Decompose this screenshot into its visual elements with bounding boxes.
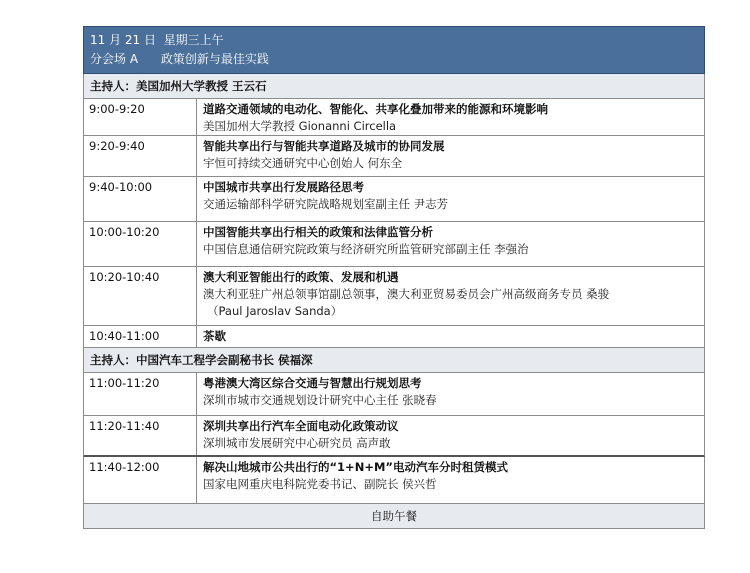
agenda-row [83,373,705,416]
speaker: 深圳城市发展研究中心研究员 高声敢 [203,436,391,450]
agenda-row [83,99,705,136]
talk-title: 解决山地城市公共出行的“1+N+M”电动汽车分时租赁模式 [203,460,508,474]
time-slot: 9:00-9:20 [84,99,197,135]
schedule-table [83,26,705,529]
speaker: 国家电网重庆电科院党委书记、副院长 侯兴哲 [203,477,437,491]
time-slot: 10:00-10:20 [84,222,197,266]
agenda-row [83,267,705,326]
speaker: 深圳市城市交通规划设计研究中心主任 张晓春 [203,393,437,407]
speaker: 澳大利亚驻广州总领事馆副总领事，澳大利亚贸易委员会广州高级商务专员 桑骏 [203,287,610,301]
time-slot: 10:20-10:40 [84,267,197,325]
time-slot: 9:20-9:40 [84,136,197,176]
agenda-row [83,457,705,504]
speaker: 宇恒可持续交通研究中心创始人 何东全 [203,156,403,170]
time-slot: 11:40-12:00 [84,457,197,503]
talk-title: 粤港澳大湾区综合交通与智慧出行规划思考 [203,376,422,390]
agenda-row-break [83,326,705,348]
speaker: 中国信息通信研究院政策与经济研究所监管研究部副主任 李强治 [203,242,529,256]
session-header [83,26,705,74]
time-slot: 10:40-11:00 [84,326,197,347]
speaker: 美国加州大学教授 Gionanni Circella [203,119,397,133]
talk-title: 中国智能共享出行相关的政策和法律监管分析 [203,225,433,239]
talk-title: 深圳共享出行汽车全面电动化政策动议 [203,419,399,433]
time-slot: 11:20-11:40 [84,416,197,455]
talk-title: 中国城市共享出行发展路径思考 [203,180,364,194]
break-label: 茶歇 [203,329,226,343]
talk-title: 智能共享出行与智能共享道路及城市的协同发展 [203,139,445,153]
agenda-row [83,416,705,457]
session-venue-topic: 分会场 A 政策创新与最佳实践 [90,52,269,66]
time-slot: 9:40-10:00 [84,177,197,221]
session-date: 11 月 21 日 星期三上午 [90,33,224,47]
lunch-footer: 自助午餐 [83,504,705,529]
host-row: 主持人：美国加州大学教授 王云石 [83,74,705,99]
speaker-name-line2: （Paul Jaroslav Sanda） [207,304,343,318]
host-row: 主持人：中国汽车工程学会副秘书长 侯福深 [83,348,705,373]
agenda-row [83,136,705,177]
time-slot: 11:00-11:20 [84,373,197,415]
talk-title: 道路交通领域的电动化、智能化、共享化叠加带来的能源和环境影响 [203,102,548,116]
talk-title: 澳大利亚智能出行的政策、发展和机遇 [203,270,399,284]
speaker: 交通运输部科学研究院战略规划室副主任 尹志芳 [203,197,449,211]
agenda-row [83,177,705,222]
agenda-row [83,222,705,267]
